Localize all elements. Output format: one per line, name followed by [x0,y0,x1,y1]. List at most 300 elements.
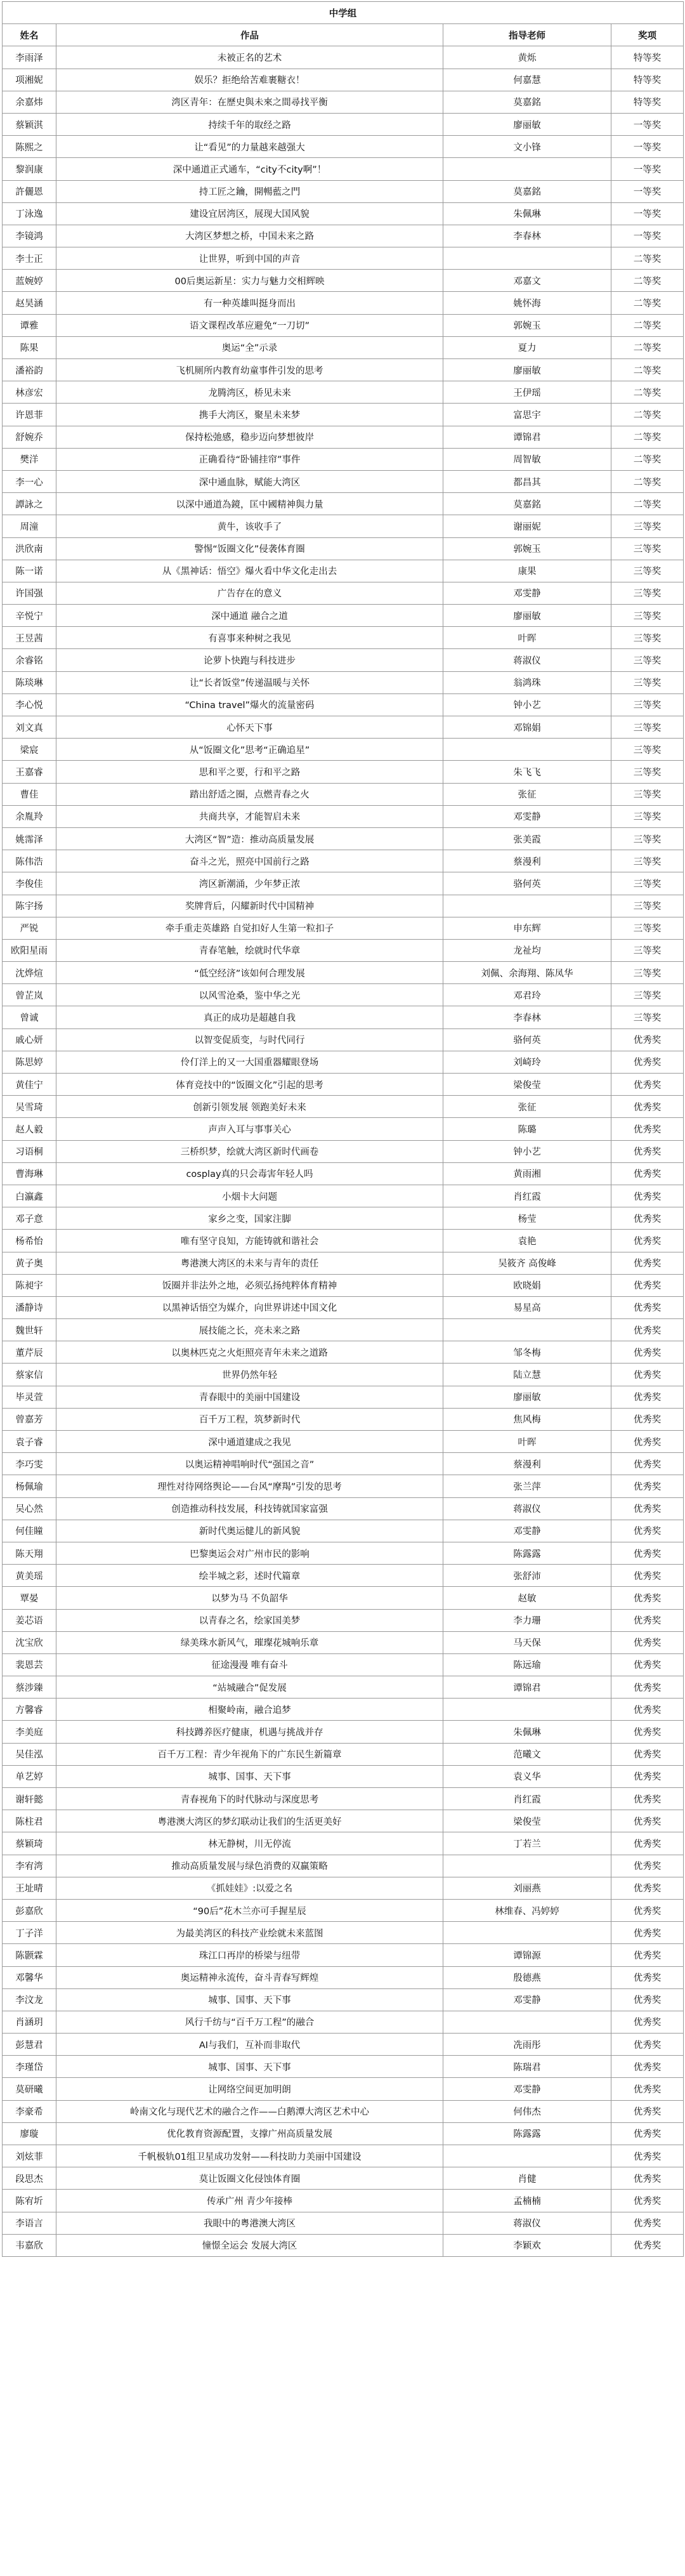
award-cell: 优秀奖 [611,2212,684,2234]
work-title-cell: 奋斗之光，照亮中国前行之路 [56,850,443,872]
student-name-cell: 余睿铭 [3,649,56,671]
teacher-cell: 丁若兰 [443,1832,611,1855]
table-row [3,872,684,895]
student-name-cell: 陈柱君 [3,1810,56,1832]
award-cell: 优秀奖 [611,2190,684,2212]
work-title-cell: 风行千纺与“百千万工程”的融合 [56,2011,443,2033]
teacher-cell: 邓雯静 [443,805,611,827]
work-title-cell: 传承广州 青少年接棒 [56,2190,443,2212]
award-cell: 三等奖 [611,560,684,582]
work-title-cell: 让“长者饭堂”传递温暖与关怀 [56,671,443,693]
award-cell: 优秀奖 [611,1296,684,1318]
table-row [3,1609,684,1631]
table-row [3,46,684,69]
student-name-cell: 洪欣南 [3,537,56,560]
student-name-cell: 杨佩瑜 [3,1475,56,1497]
teacher-cell: 谢丽妮 [443,515,611,537]
student-name-cell: 曾诚 [3,1006,56,1028]
student-name-cell: 邓子意 [3,1207,56,1230]
award-cell: 三等奖 [611,917,684,939]
award-cell: 优秀奖 [611,1631,684,1653]
work-title-cell: 三桥织梦，绘就大湾区新时代画卷 [56,1140,443,1162]
teacher-cell: 黄雨湘 [443,1162,611,1185]
teacher-cell: 文小锋 [443,136,611,158]
table-row [3,1810,684,1832]
award-cell: 优秀奖 [611,2100,684,2122]
student-name-cell: 曹佳 [3,783,56,805]
work-title-cell: 珠江口再岸的桥梁与纽带 [56,1944,443,1966]
table-row [3,2078,684,2100]
teacher-cell [443,1922,611,1944]
award-cell: 二等奖 [611,426,684,448]
teacher-cell [443,2011,611,2033]
table-row [3,292,684,314]
award-cell: 一等奖 [611,202,684,225]
work-title-cell: 岭南文化与现代艺术的融合之作——白鹅潭大湾区艺术中心 [56,2100,443,2122]
student-name-cell: 李雨泽 [3,46,56,69]
student-name-cell: 蔡家信 [3,1364,56,1386]
award-cell: 二等奖 [611,292,684,314]
teacher-cell: 郭婉玉 [443,314,611,336]
award-cell: 优秀奖 [611,1855,684,1877]
work-title-cell: “90后”花木兰亦可手握星辰 [56,1899,443,1921]
work-title-cell: 飞机厕所内教育幼童事件引发的思考 [56,359,443,381]
table-row [3,2167,684,2190]
teacher-cell: 梁俊莹 [443,1074,611,1096]
student-name-cell: 周潼 [3,515,56,537]
table-row [3,1788,684,1810]
award-cell: 二等奖 [611,247,684,270]
award-cell: 优秀奖 [611,2234,684,2256]
student-name-cell: 魏世轩 [3,1319,56,1341]
work-title-cell: 百千万工程：青少年视角下的广东民生新篇章 [56,1743,443,1765]
teacher-cell: 马天保 [443,1631,611,1653]
work-title-cell: 《抓娃娃》:以爱之名 [56,1877,443,1899]
table-row [3,136,684,158]
award-cell: 二等奖 [611,270,684,292]
work-title-cell: 湾区青年：在歷史與未來之間尋找平衡 [56,91,443,113]
table-row [3,1408,684,1430]
work-title-cell: 从《黑神话：悟空》爆火看中华文化走出去 [56,560,443,582]
student-name-cell: 陈昶宇 [3,1274,56,1296]
work-title-cell: “China travel”爆火的流量密码 [56,693,443,716]
table-row [3,381,684,404]
header-work: 作品 [56,24,443,46]
teacher-cell: 杨莹 [443,1207,611,1230]
award-cell: 优秀奖 [611,1207,684,1230]
award-cell: 优秀奖 [611,1274,684,1296]
work-title-cell: 警惕“饭圈文化”侵袭体育圈 [56,537,443,560]
award-cell: 特等奖 [611,69,684,91]
work-title-cell: 绘半城之彩，述时代篇章 [56,1565,443,1587]
table-row [3,359,684,381]
table-row [3,962,684,984]
table-row [3,314,684,336]
table-row [3,336,684,358]
table-row [3,2034,684,2056]
work-title-cell: 林无静树，川无停流 [56,1832,443,1855]
teacher-cell: 谭锦君 [443,1676,611,1699]
student-name-cell: 习语桐 [3,1140,56,1162]
student-name-cell: 王址晴 [3,1877,56,1899]
table-row [3,917,684,939]
teacher-cell: 廖丽敏 [443,113,611,135]
teacher-cell: 邓雯静 [443,582,611,604]
table-row [3,1922,684,1944]
work-title-cell: 推动高质量发展与绿色消费的双赢策略 [56,1855,443,1877]
award-cell: 三等奖 [611,1006,684,1028]
teacher-cell [443,247,611,270]
work-title-cell: 粤港澳大湾区的未来与青年的责任 [56,1252,443,1274]
award-cell: 优秀奖 [611,2145,684,2167]
student-name-cell: 陈伟浩 [3,850,56,872]
award-cell: 优秀奖 [611,1653,684,1676]
teacher-cell: 夏力 [443,336,611,358]
teacher-cell: 邓雯静 [443,1520,611,1542]
work-title-cell: “低空经济”该如何合理发展 [56,962,443,984]
student-name-cell: 余嘉炜 [3,91,56,113]
table-row [3,537,684,560]
student-name-cell: 李美庭 [3,1721,56,1743]
work-title-cell: 深中通道 融合之道 [56,605,443,627]
teacher-cell [443,1319,611,1341]
work-title-cell: 奥运“全”示录 [56,336,443,358]
student-name-cell: 蔡颖琦 [3,1832,56,1855]
work-title-cell: 广告存在的意义 [56,582,443,604]
award-cell: 三等奖 [611,827,684,850]
teacher-cell: 张兰萍 [443,1475,611,1497]
table-row [3,1765,684,1787]
work-title-cell: AI与我们，互补而非取代 [56,2034,443,2056]
work-title-cell: 伶仃洋上的又一大国重器耀眼登场 [56,1051,443,1073]
table-row [3,1185,684,1207]
award-cell: 三等奖 [611,939,684,961]
award-cell: 优秀奖 [611,2034,684,2056]
award-cell: 二等奖 [611,381,684,404]
award-cell: 二等奖 [611,359,684,381]
table-row [3,1118,684,1140]
work-title-cell: 声声入耳与事事关心 [56,1118,443,1140]
work-title-cell: 小烟卡大问题 [56,1185,443,1207]
work-title-cell: 青春视角下的时代脉动与深度思考 [56,1788,443,1810]
student-name-cell: 陈颢霖 [3,1944,56,1966]
work-title-cell: 有一种英雄叫挺身而出 [56,292,443,314]
teacher-cell: 蒋淑仪 [443,1497,611,1520]
table-row [3,1676,684,1699]
work-title-cell: 大湾区梦想之桥，中国未来之路 [56,225,443,247]
teacher-cell: 蔡漫利 [443,850,611,872]
student-name-cell: 莫研曦 [3,2078,56,2100]
award-cell: 优秀奖 [611,1944,684,1966]
student-name-cell: 戚心妍 [3,1028,56,1051]
table-row [3,671,684,693]
work-title-cell: 奖牌背后，闪耀新时代中国精神 [56,895,443,917]
teacher-cell: 邓嘉文 [443,270,611,292]
student-name-cell: 舒婉乔 [3,426,56,448]
student-name-cell: 杨希怡 [3,1230,56,1252]
award-cell: 三等奖 [611,716,684,739]
work-title-cell: 莫让饭圈文化侵蚀体育圈 [56,2167,443,2190]
student-name-cell: 毕灵萱 [3,1386,56,1408]
table-row [3,1140,684,1162]
table-row [3,1966,684,1988]
award-cell: 优秀奖 [611,1565,684,1587]
teacher-cell: 叶晖 [443,627,611,649]
award-cell: 优秀奖 [611,1877,684,1899]
student-name-cell: 项湘妮 [3,69,56,91]
student-name-cell: 李瑾岱 [3,2056,56,2078]
award-cell: 优秀奖 [611,1475,684,1497]
award-cell: 二等奖 [611,404,684,426]
award-cell: 特等奖 [611,91,684,113]
teacher-cell: 钟小艺 [443,693,611,716]
student-name-cell: 蔡颖淇 [3,113,56,135]
work-title-cell: 让网络空间更加明朗 [56,2078,443,2100]
teacher-cell: 肖红霞 [443,1185,611,1207]
teacher-cell: 骆何英 [443,1028,611,1051]
table-row [3,1341,684,1364]
award-cell: 一等奖 [611,225,684,247]
award-cell: 优秀奖 [611,1721,684,1743]
student-name-cell: 李宥湾 [3,1855,56,1877]
student-name-cell: 谢轩懿 [3,1788,56,1810]
work-title-cell: 城事、国事、天下事 [56,1988,443,2011]
award-cell: 优秀奖 [611,1453,684,1475]
student-name-cell: 吴心然 [3,1497,56,1520]
teacher-cell: 刘佩、余海翔、陈凤华 [443,962,611,984]
table-row [3,2212,684,2234]
teacher-cell: 陈露露 [443,2122,611,2145]
teacher-cell: 翁鸿珠 [443,671,611,693]
award-cell: 三等奖 [611,582,684,604]
table-row [3,2234,684,2256]
award-cell: 优秀奖 [611,1230,684,1252]
student-name-cell: 李心悦 [3,693,56,716]
teacher-cell: 林维春、冯婷婷 [443,1899,611,1921]
group-title: 中学组 [3,2,684,24]
student-name-cell: 蓝婉婷 [3,270,56,292]
award-cell: 优秀奖 [611,1699,684,1721]
work-title-cell: 让世界，听到中国的声音 [56,247,443,270]
student-name-cell: 严锐 [3,917,56,939]
teacher-cell: 吴筱齐 高俊峰 [443,1252,611,1274]
work-title-cell: 绿美珠水新风气，璀璨花城响乐章 [56,1631,443,1653]
award-cell: 优秀奖 [611,1497,684,1520]
teacher-cell: 陈瑞君 [443,2056,611,2078]
award-cell: 优秀奖 [611,1364,684,1386]
award-cell: 优秀奖 [611,1185,684,1207]
award-cell: 三等奖 [611,895,684,917]
student-name-cell: 段思杰 [3,2167,56,2190]
teacher-cell: 郭婉玉 [443,537,611,560]
table-row [3,1988,684,2011]
student-name-cell: 黄美瑶 [3,1565,56,1587]
teacher-cell [443,2145,611,2167]
work-title-cell: 携手大湾区，聚星未来梦 [56,404,443,426]
teacher-cell: 蒋淑仪 [443,649,611,671]
work-title-cell: 百千万工程，筑梦新时代 [56,1408,443,1430]
teacher-cell: 范曦文 [443,1743,611,1765]
student-name-cell: 譚詠之 [3,493,56,515]
student-name-cell: 韦嘉欣 [3,2234,56,2256]
award-cell: 优秀奖 [611,1966,684,1988]
teacher-cell: 邹冬梅 [443,1341,611,1364]
award-cell: 二等奖 [611,493,684,515]
award-cell: 特等奖 [611,46,684,69]
award-table [2,1,684,2257]
table-row [3,1877,684,1899]
student-name-cell: 单艺婷 [3,1765,56,1787]
work-title-cell: 以奥运精神唱响时代“强国之音” [56,1453,443,1475]
student-name-cell: 欧阳星雨 [3,939,56,961]
teacher-cell: 莫嘉銘 [443,180,611,202]
table-row [3,1497,684,1520]
award-cell: 三等奖 [611,671,684,693]
table-row [3,113,684,135]
table-row [3,1431,684,1453]
teacher-cell: 易星高 [443,1296,611,1318]
teacher-cell: 陆立慧 [443,1364,611,1386]
award-cell: 优秀奖 [611,1051,684,1073]
teacher-cell: 邓雯静 [443,1988,611,2011]
work-title-cell: 优化教育资源配置，支撑广州高质量发展 [56,2122,443,2145]
student-name-cell: 丁子洋 [3,1922,56,1944]
teacher-cell: 欧晓娟 [443,1274,611,1296]
table-row [3,1296,684,1318]
teacher-cell: 朱佩琳 [443,202,611,225]
award-cell: 优秀奖 [611,1899,684,1921]
teacher-cell: 钟小艺 [443,1140,611,1162]
student-name-cell: 曾芷岚 [3,984,56,1006]
work-title-cell: 建设宜居湾区，展现大国风貌 [56,202,443,225]
student-name-cell: 方馨睿 [3,1699,56,1721]
work-title-cell: 让“看见”的力量越来越强大 [56,136,443,158]
work-title-cell: 有喜事来种树之我见 [56,627,443,649]
award-cell: 优秀奖 [611,1408,684,1430]
student-name-cell: 林彦宏 [3,381,56,404]
table-row [3,493,684,515]
student-name-cell: 陈熙之 [3,136,56,158]
work-title-cell: 以黑神话悟空为媒介，向世界讲述中国文化 [56,1296,443,1318]
award-cell: 三等奖 [611,605,684,627]
work-title-cell: 以深中通道為鏡，匡中國精神與力量 [56,493,443,515]
work-title-cell: 踏出舒适之圈，点燃青春之火 [56,783,443,805]
award-cell: 优秀奖 [611,1988,684,2011]
work-title-cell: 青春笔触，绘就时代华章 [56,939,443,961]
student-name-cell: 李汶龙 [3,1988,56,2011]
student-name-cell: 廖璇 [3,2122,56,2145]
student-name-cell: 許儷恩 [3,180,56,202]
teacher-cell: 王伊瑶 [443,381,611,404]
table-row [3,984,684,1006]
work-title-cell: 正确看待“卧铺挂帘”事件 [56,448,443,470]
student-name-cell: 辛悦宁 [3,605,56,627]
work-title-cell: 青春眼中的美丽中国建设 [56,1386,443,1408]
teacher-cell: 廖丽敏 [443,359,611,381]
award-cell: 三等奖 [611,962,684,984]
teacher-cell: 何嘉慧 [443,69,611,91]
table-row [3,761,684,783]
teacher-cell: 邓君玲 [443,984,611,1006]
student-name-cell: 沈宝欣 [3,1631,56,1653]
table-row [3,1587,684,1609]
work-title-cell: 持工匠之鑰，開暢藍之門 [56,180,443,202]
table-row [3,627,684,649]
teacher-cell: 梁俊莹 [443,1810,611,1832]
award-cell: 优秀奖 [611,1609,684,1631]
table-row [3,225,684,247]
work-title-cell: 体育竞技中的“饭圈文化”引起的思考 [56,1074,443,1096]
student-name-cell: 陈思婷 [3,1051,56,1073]
work-title-cell: 深中通血脉，赋能大湾区 [56,470,443,492]
work-title-cell: “站城融合”促发展 [56,1676,443,1699]
award-cell: 优秀奖 [611,1386,684,1408]
work-title-cell: 以梦为马 不负韶华 [56,1587,443,1609]
teacher-cell: 何伟杰 [443,2100,611,2122]
student-name-cell: 陈宇扬 [3,895,56,917]
work-title-cell: 以青春之名，绘家国美梦 [56,1609,443,1631]
work-title-cell: 00后奥运新星：实力与魅力交相辉映 [56,270,443,292]
work-title-cell: 以风雪沧桑，鉴中华之光 [56,984,443,1006]
award-cell: 优秀奖 [611,2167,684,2190]
work-title-cell: 共商共享，才能智启未来 [56,805,443,827]
award-cell: 二等奖 [611,470,684,492]
table-row [3,827,684,850]
award-cell: 三等奖 [611,761,684,783]
work-title-cell: 新时代奥运健儿的新风貌 [56,1520,443,1542]
award-cell: 优秀奖 [611,1743,684,1765]
teacher-cell [443,895,611,917]
teacher-cell: 张征 [443,1096,611,1118]
table-row [3,404,684,426]
award-cell: 优秀奖 [611,1162,684,1185]
work-title-cell: 以奥林匹克之火炬照亮青年未来之道路 [56,1341,443,1364]
header-teacher: 指导老师 [443,24,611,46]
student-name-cell: 许恩菲 [3,404,56,426]
teacher-cell: 袁义华 [443,1765,611,1787]
award-cell: 三等奖 [611,649,684,671]
work-title-cell: 未被正名的艺术 [56,46,443,69]
teacher-cell: 龙祉均 [443,939,611,961]
work-title-cell: 我眼中的粤港澳大湾区 [56,2212,443,2234]
table-row [3,1743,684,1765]
table-row [3,1051,684,1073]
student-name-cell: 樊洋 [3,448,56,470]
student-name-cell: 曹海琳 [3,1162,56,1185]
work-title-cell: 心怀天下事 [56,716,443,739]
work-title-cell: 憧憬全运会 发展大湾区 [56,2234,443,2256]
table-row [3,693,684,716]
work-title-cell: 保持松弛感，稳步迈向梦想彼岸 [56,426,443,448]
student-name-cell: 刘文真 [3,716,56,739]
award-cell: 优秀奖 [611,1252,684,1274]
award-cell: 三等奖 [611,627,684,649]
table-row [3,1230,684,1252]
table-row [3,850,684,872]
student-name-cell: 何佳瞳 [3,1520,56,1542]
teacher-cell: 申东辉 [443,917,611,939]
teacher-cell: 朱飞飞 [443,761,611,783]
teacher-cell: 陈远瑜 [443,1653,611,1676]
table-row [3,515,684,537]
table-row [3,247,684,270]
teacher-cell: 谭锦君 [443,426,611,448]
work-title-cell: 相聚岭南，融合追梦 [56,1699,443,1721]
student-name-cell: 彭嘉欣 [3,1899,56,1921]
table-row [3,2122,684,2145]
work-title-cell: 持续千年的取经之路 [56,113,443,135]
award-cell: 优秀奖 [611,2011,684,2033]
